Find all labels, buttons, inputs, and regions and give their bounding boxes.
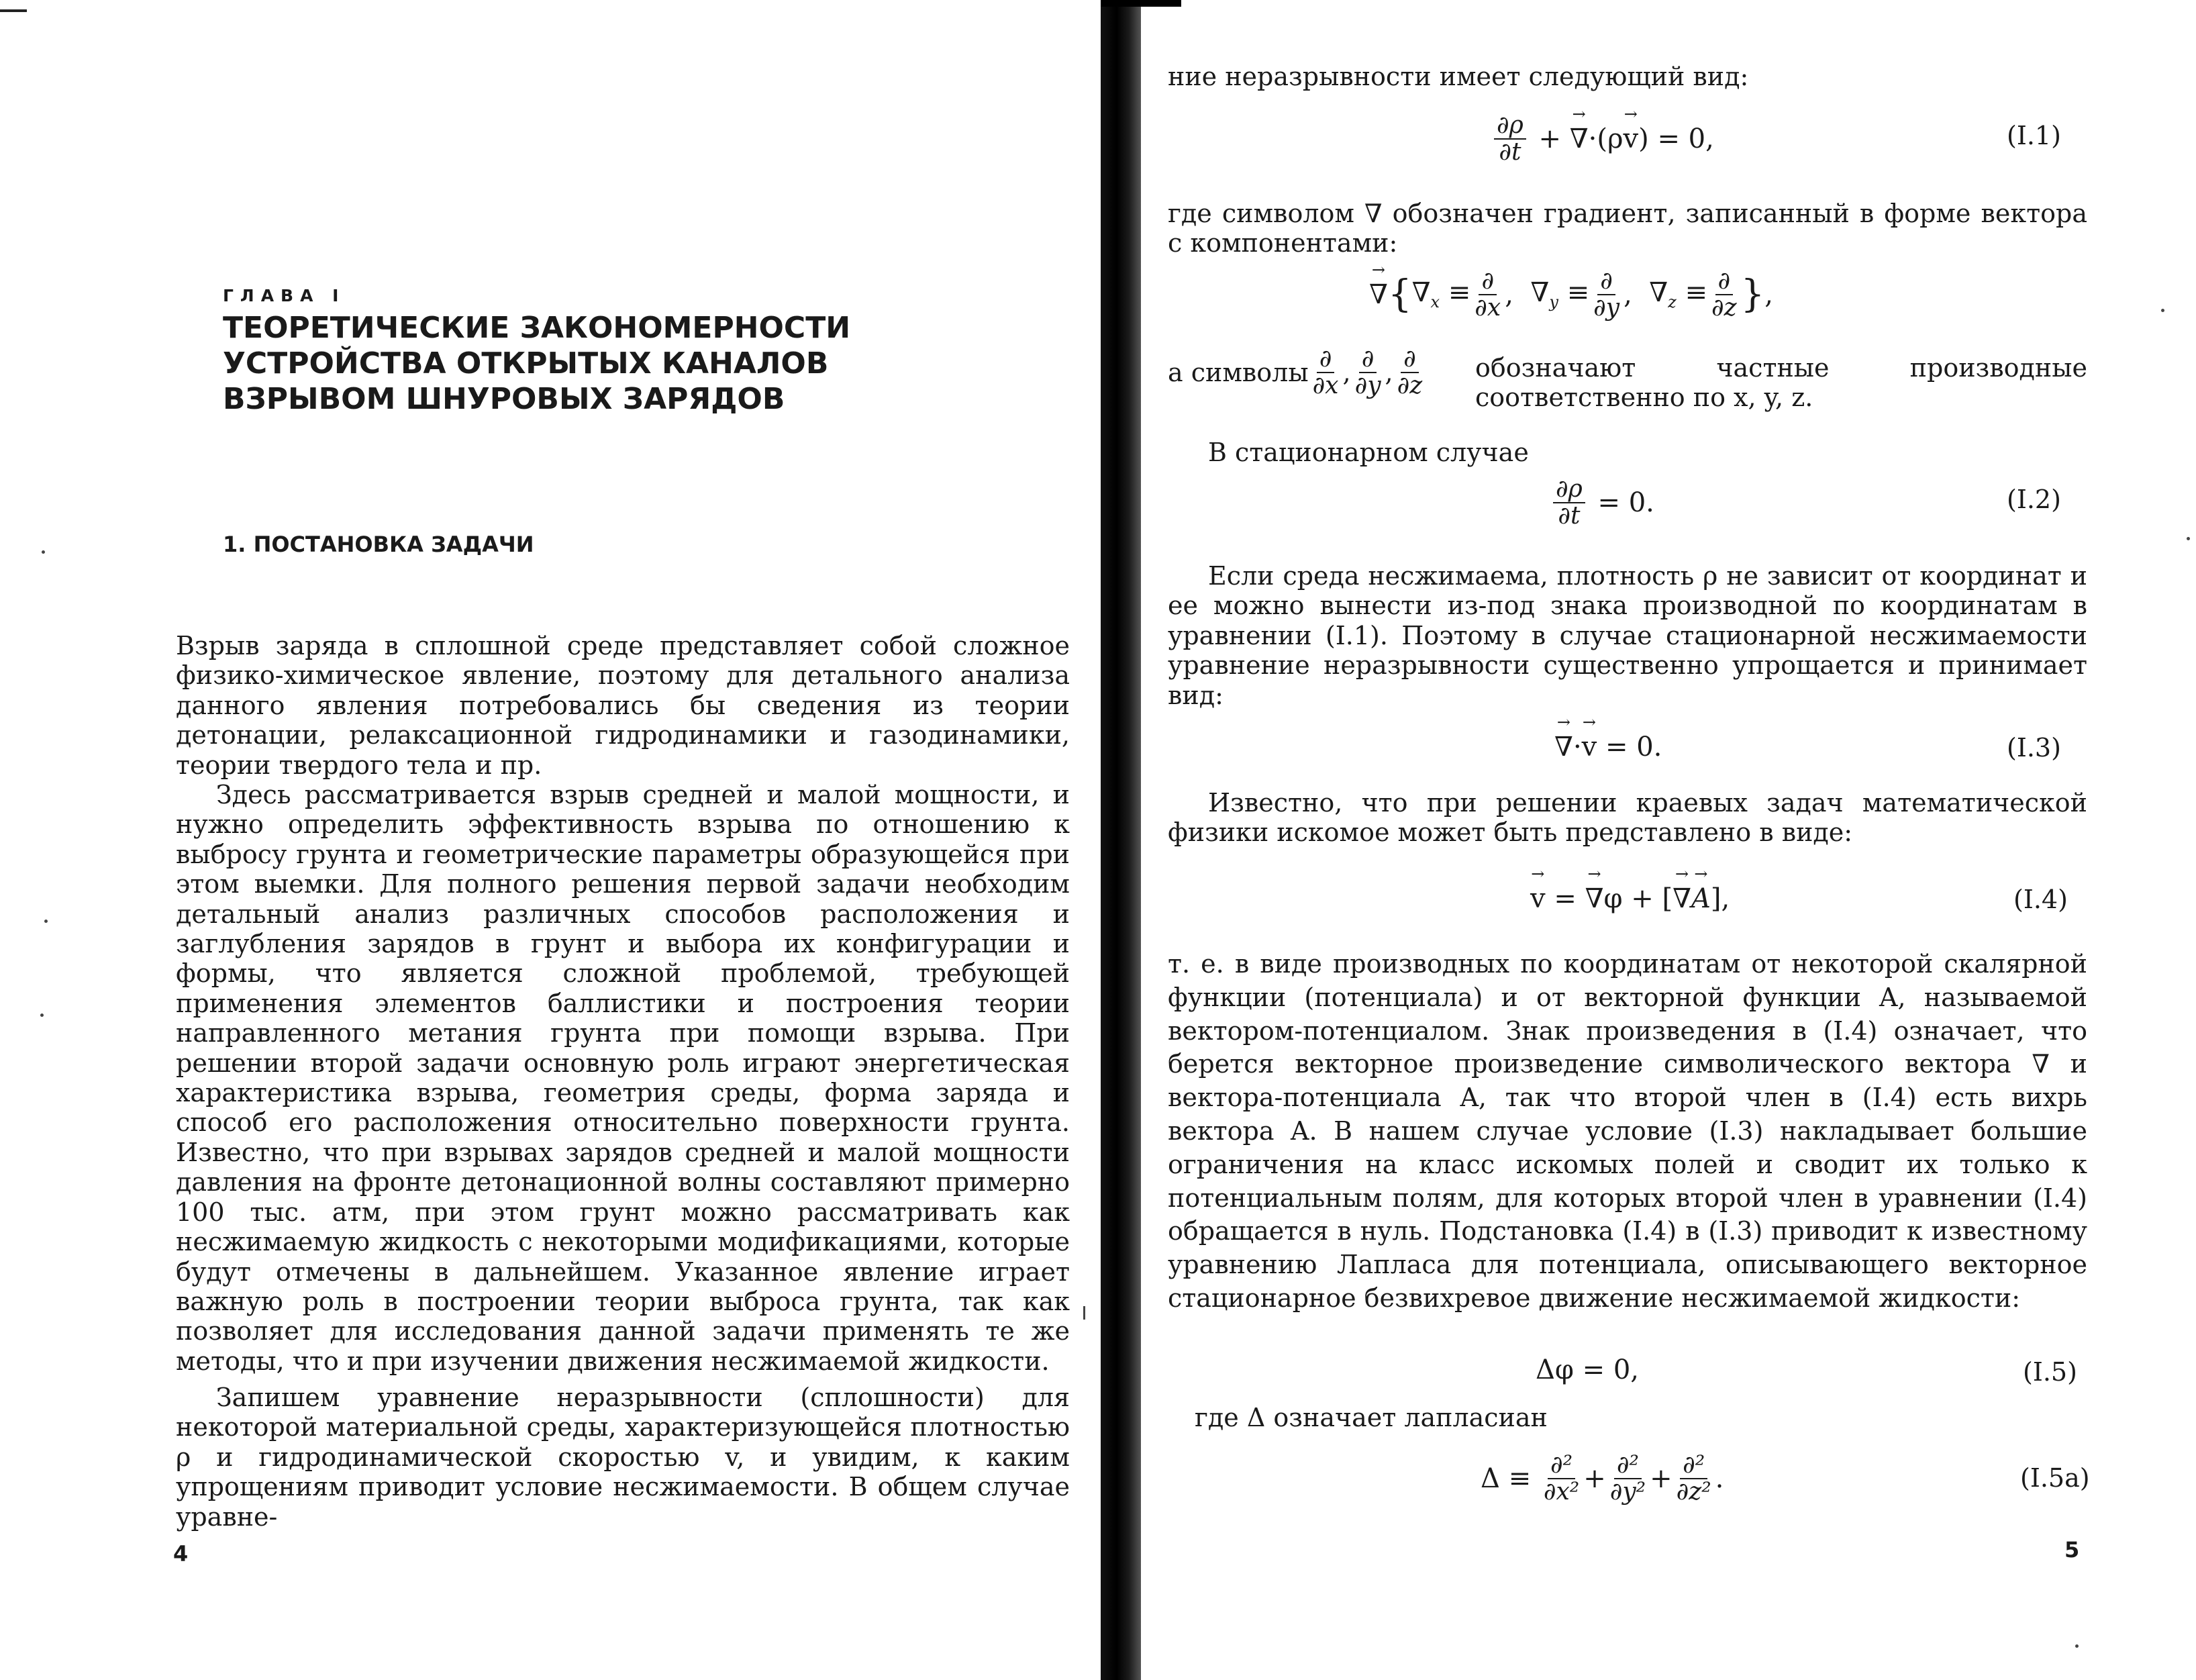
page-number: 4	[173, 1541, 189, 1567]
paragraph-incompressible: Если среда несжимаема, плотность ρ не зависит от координат и ее можно вынести из-под знака производной по координатам в уравнении (I.1). Поэтому в случае стационарной несжимаемости уравнение неразрывности существенно упрощается и принимает вид:	[1168, 561, 2087, 710]
equation-I1: $\frac{\partial\rho}{\partial t}$ + → ∇ ·(ρ → v ) = 0,	[1490, 113, 1714, 165]
right-page	[1141, 0, 2196, 1680]
paragraph-known: Известно, что при решении краевых задач математической физики искомое может быть представлено в виде:	[1168, 788, 2087, 848]
equation-I3: → ∇ · → v = 0.	[1554, 732, 1662, 762]
equation-number: (I.4)	[2013, 885, 2068, 914]
text-symbols-b: обозначают частные производные соответственно по x, y, z.	[1475, 353, 2087, 413]
scan-speck	[2075, 1644, 2079, 1648]
paragraph-1: Взрыв заряда в сплошной среде представляет собой сложное физико-химическое явление, поэтому для детального анализа данного явления потребовались бы сведения из теории детонации, релаксационной гидродинамики и газодинамики, теории твердого тела и пр.	[176, 631, 1070, 780]
chapter-title-line: УСТРОЙСТВА ОТКРЫТЫХ КАНАЛОВ	[223, 346, 829, 381]
paragraph-3: Запишем уравнение неразрывности (сплошности) для некоторой материальной среды, характеризующейся плотностью ρ и гидродинамической скоростью v, и увидим, к каким упрощениям приводит условие несжимаемости. В общем случае уравне-	[176, 1383, 1070, 1532]
text-laplacian: где Δ означает лапласиан	[1195, 1403, 1548, 1432]
equation-number: (I.5a)	[2020, 1463, 2090, 1493]
chapter-title	[223, 310, 894, 417]
paragraph-scalar-function: т. е. в виде производных по координатам от некоторой скалярной функции (потенциала) и от векторной функции A, называемой вектором-потенциалом. Знак произведения в (I.4) означает, что берется векторное произведение символического вектора ∇ и вектора-потенциала A, так что второй член в (I.4) есть вихрь вектора A. В нашем случае условие (I.3) накладывает большие ограничения на класс искомых полей и сводит их только к потенциальным полям, для которых второй член в уравнении (I.4) обращается в нуль. Подстановка (I.4) в (I.3) приводит к известному уравнению Лапласа для потенциала, описывающего векторное стационарное безвихревое движение несжимаемой жидкости:	[1168, 949, 2087, 1313]
paragraph-nabla: где символом ∇ обозначен градиент, записанный в форме вектора с компонентами:	[1168, 199, 2087, 258]
equation-I2: $\frac{\partial\rho}{\partial t}$ = 0.	[1549, 477, 1654, 529]
equation-I4: → v = → ∇ φ + [ → ∇ → A ],	[1530, 883, 1730, 914]
section-title: 1. ПОСТАНОВКА ЗАДАЧИ	[223, 532, 534, 557]
equation-gradient-components: → ∇ { $\nabla_x$ ≡ $\frac{\partial}{\partial x}$ , $\nabla_y$ ≡ $\frac{\partial}{\partial y}$ , $\nabla_z$ ≡ $\frac{\partial}{\partial z}$ } ,	[1369, 268, 1773, 321]
equation-number: (I.3)	[2007, 733, 2061, 762]
scan-speck	[2161, 309, 2164, 312]
scan-speck	[2187, 537, 2190, 540]
scan-speck	[1083, 1306, 1085, 1320]
equation-I5a: Δ ≡ $\frac{\text{∂²}}{\text{∂x²}}$ + $\frac{\text{∂²}}{\text{∂y²}}$ + $\frac{\text{∂²}}{\text{∂z²}}$ .	[1481, 1451, 1724, 1505]
scan-speck	[44, 920, 48, 923]
paragraph-2: Здесь рассматривается взрыв средней и малой мощности, и нужно определить эффективность взрыва по отношению к выбросу грунта и геометрические параметры образующейся при этом выемки. Для полного решения первой задачи необходим детальный анализ различных способов расположения и заглубления зарядов в грунт и выбора их конфигурации и формы, что является сложной проблемой, требующей применения элементов баллистики и построения теории направленного метания грунта при помощи взрыва. При решении второй задачи основную роль играют энергетическая характеристика взрыва, геометрия среды, форма заряда и способ его расположения относительно поверхности грунта. Известно, что при взрывах зарядов средней и малой мощности давления на фронте детонационной волны составляют примерно 100 тыс. атм, при этом грунт можно рассматривать как несжимаемую жидкость с некоторыми модификациями, которые будут отмечены в дальнейшем. Указанное явление играет важную роль в построении теории выброса грунта, так как позволяет для исследования данной задачи применять те же методы, что и при изучении движения несжимаемой жидкости.	[176, 780, 1070, 1376]
chapter-title-line: ТЕОРЕТИЧЕСКИЕ ЗАКОНОМЕРНОСТИ	[223, 311, 851, 345]
text-line-top: ние неразрывности имеет следующий вид:	[1168, 62, 1749, 91]
text-symbols-line: а символы $\frac{\partial}{\partial x}$ , $\frac{\partial}{\partial y}$ , $\frac{\partial}{\partial z}$	[1168, 345, 1423, 399]
scan-speck	[40, 1014, 44, 1017]
equation-number: (I.1)	[2007, 121, 2061, 150]
text-stationary: В стационарном случае	[1208, 438, 1529, 467]
chapter-label: ГЛАВА I	[223, 286, 346, 305]
equation-number: (I.2)	[2007, 485, 2061, 514]
equation-number: (I.5)	[2023, 1357, 2077, 1387]
equation-I5: Δφ = 0,	[1536, 1354, 1640, 1385]
scan-speck	[42, 550, 45, 554]
book-spine-gutter	[1101, 0, 1141, 1680]
text-symbols-a: а символы	[1168, 357, 1309, 387]
fraction: $\frac{\partial\rho}{\partial t}$	[1494, 113, 1526, 165]
page-number: 5	[2064, 1537, 2080, 1563]
chapter-title-line: ВЗРЫВОМ ШНУРОВЫХ ЗАРЯДОВ	[223, 382, 785, 416]
